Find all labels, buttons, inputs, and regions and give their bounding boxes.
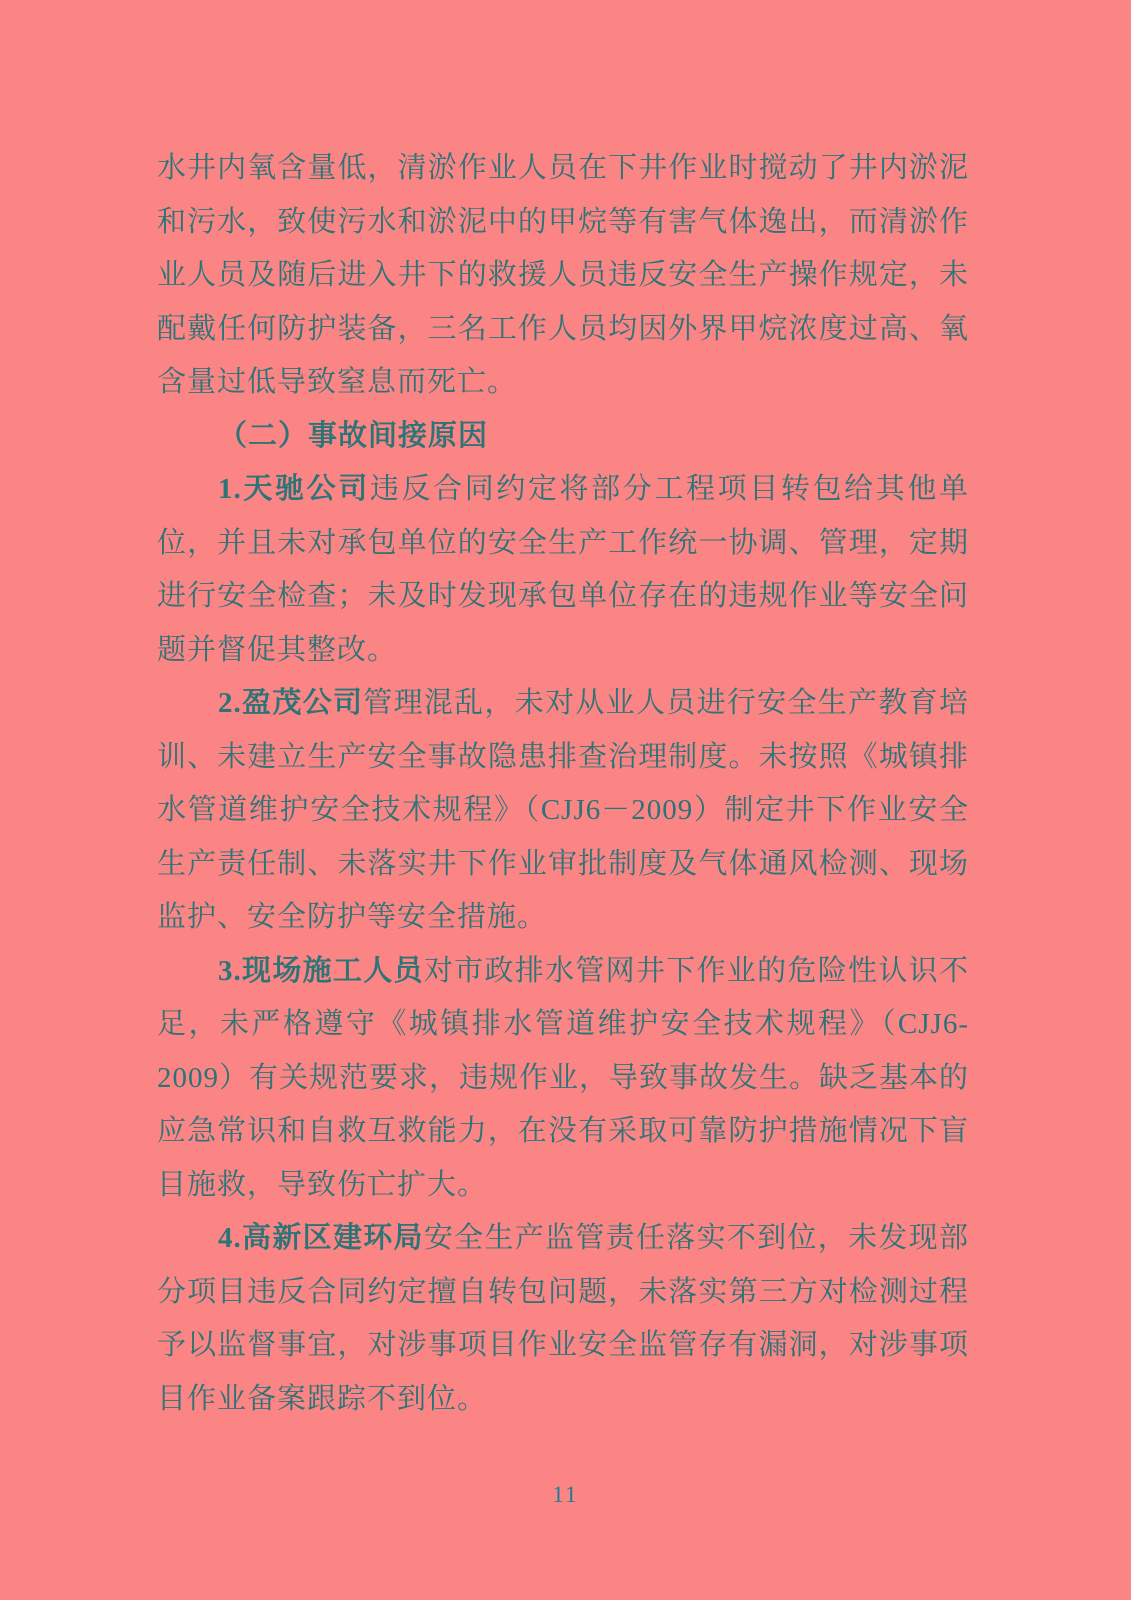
paragraph-1-body: 违反合同约定将部分工程项目转包给其他单位，并且未对承包单位的安全生产工作统一协调、管理，定期进行安全检查；未及时发现承包单位存在的违规作业等安全问题并督促其整改。	[157, 473, 969, 666]
paragraph-4-lead: 4.高新区建环局	[218, 1222, 424, 1254]
paragraph-continuation: 水井内氧含量低，清淤作业人员在下井作业时搅动了井内淤泥和污水，致使污水和淤泥中的甲烷等有害气体逸出，而清淤作业人员及随后进入井下的救援人员违反安全生产操作规定，未配戴任何防护装备，三名工作人员均因外界甲烷浓度过高、氧含量过低导致窒息而死亡。	[157, 152, 969, 398]
paragraph-4-body: 安全生产监管责任落实不到位，未发现部分项目违反合同约定擅自转包问题，未落实第三方对检测过程予以监督事宜，对涉事项目作业安全监管存有漏洞，对涉事项目作业备案跟踪不到位。	[157, 1222, 969, 1415]
section-heading: （二）事故间接原因	[218, 419, 489, 452]
page-number: 11	[552, 1482, 579, 1507]
paragraph-3-body: 对市政排水管网井下作业的危险性认识不足，未严格遵守《城镇排水管道维护安全技术规程》（CJJ6-2009）有关规范要求，违规作业，导致事故发生。缺乏基本的应急常识和自救互救能力，在没有采取可靠防护措施情况下盲目施救，导致伤亡扩大。	[157, 954, 970, 1201]
paragraph-2-lead: 2.盈茂公司	[218, 687, 364, 719]
numbered-paragraph-1	[157, 463, 969, 677]
numbered-paragraph-3	[157, 945, 969, 1213]
paragraph-2-body: 管理混乱，未对从业人员进行安全生产教育培训、未建立生产安全事故隐患排查治理制度。未按照《城镇排水管道维护安全技术规程》（CJJ6－2009）制定井下作业安全生产责任制、未落实井下作业审批制度及气体通风检测、现场监护、安全防护等安全措施。	[157, 687, 969, 933]
numbered-paragraph-4	[157, 1212, 969, 1426]
numbered-paragraph-2	[157, 677, 969, 945]
paragraph-3-lead: 3.现场施工人员	[218, 954, 424, 987]
document-body	[157, 142, 969, 1426]
paragraph-1-lead: 1.天驰公司	[218, 473, 370, 505]
